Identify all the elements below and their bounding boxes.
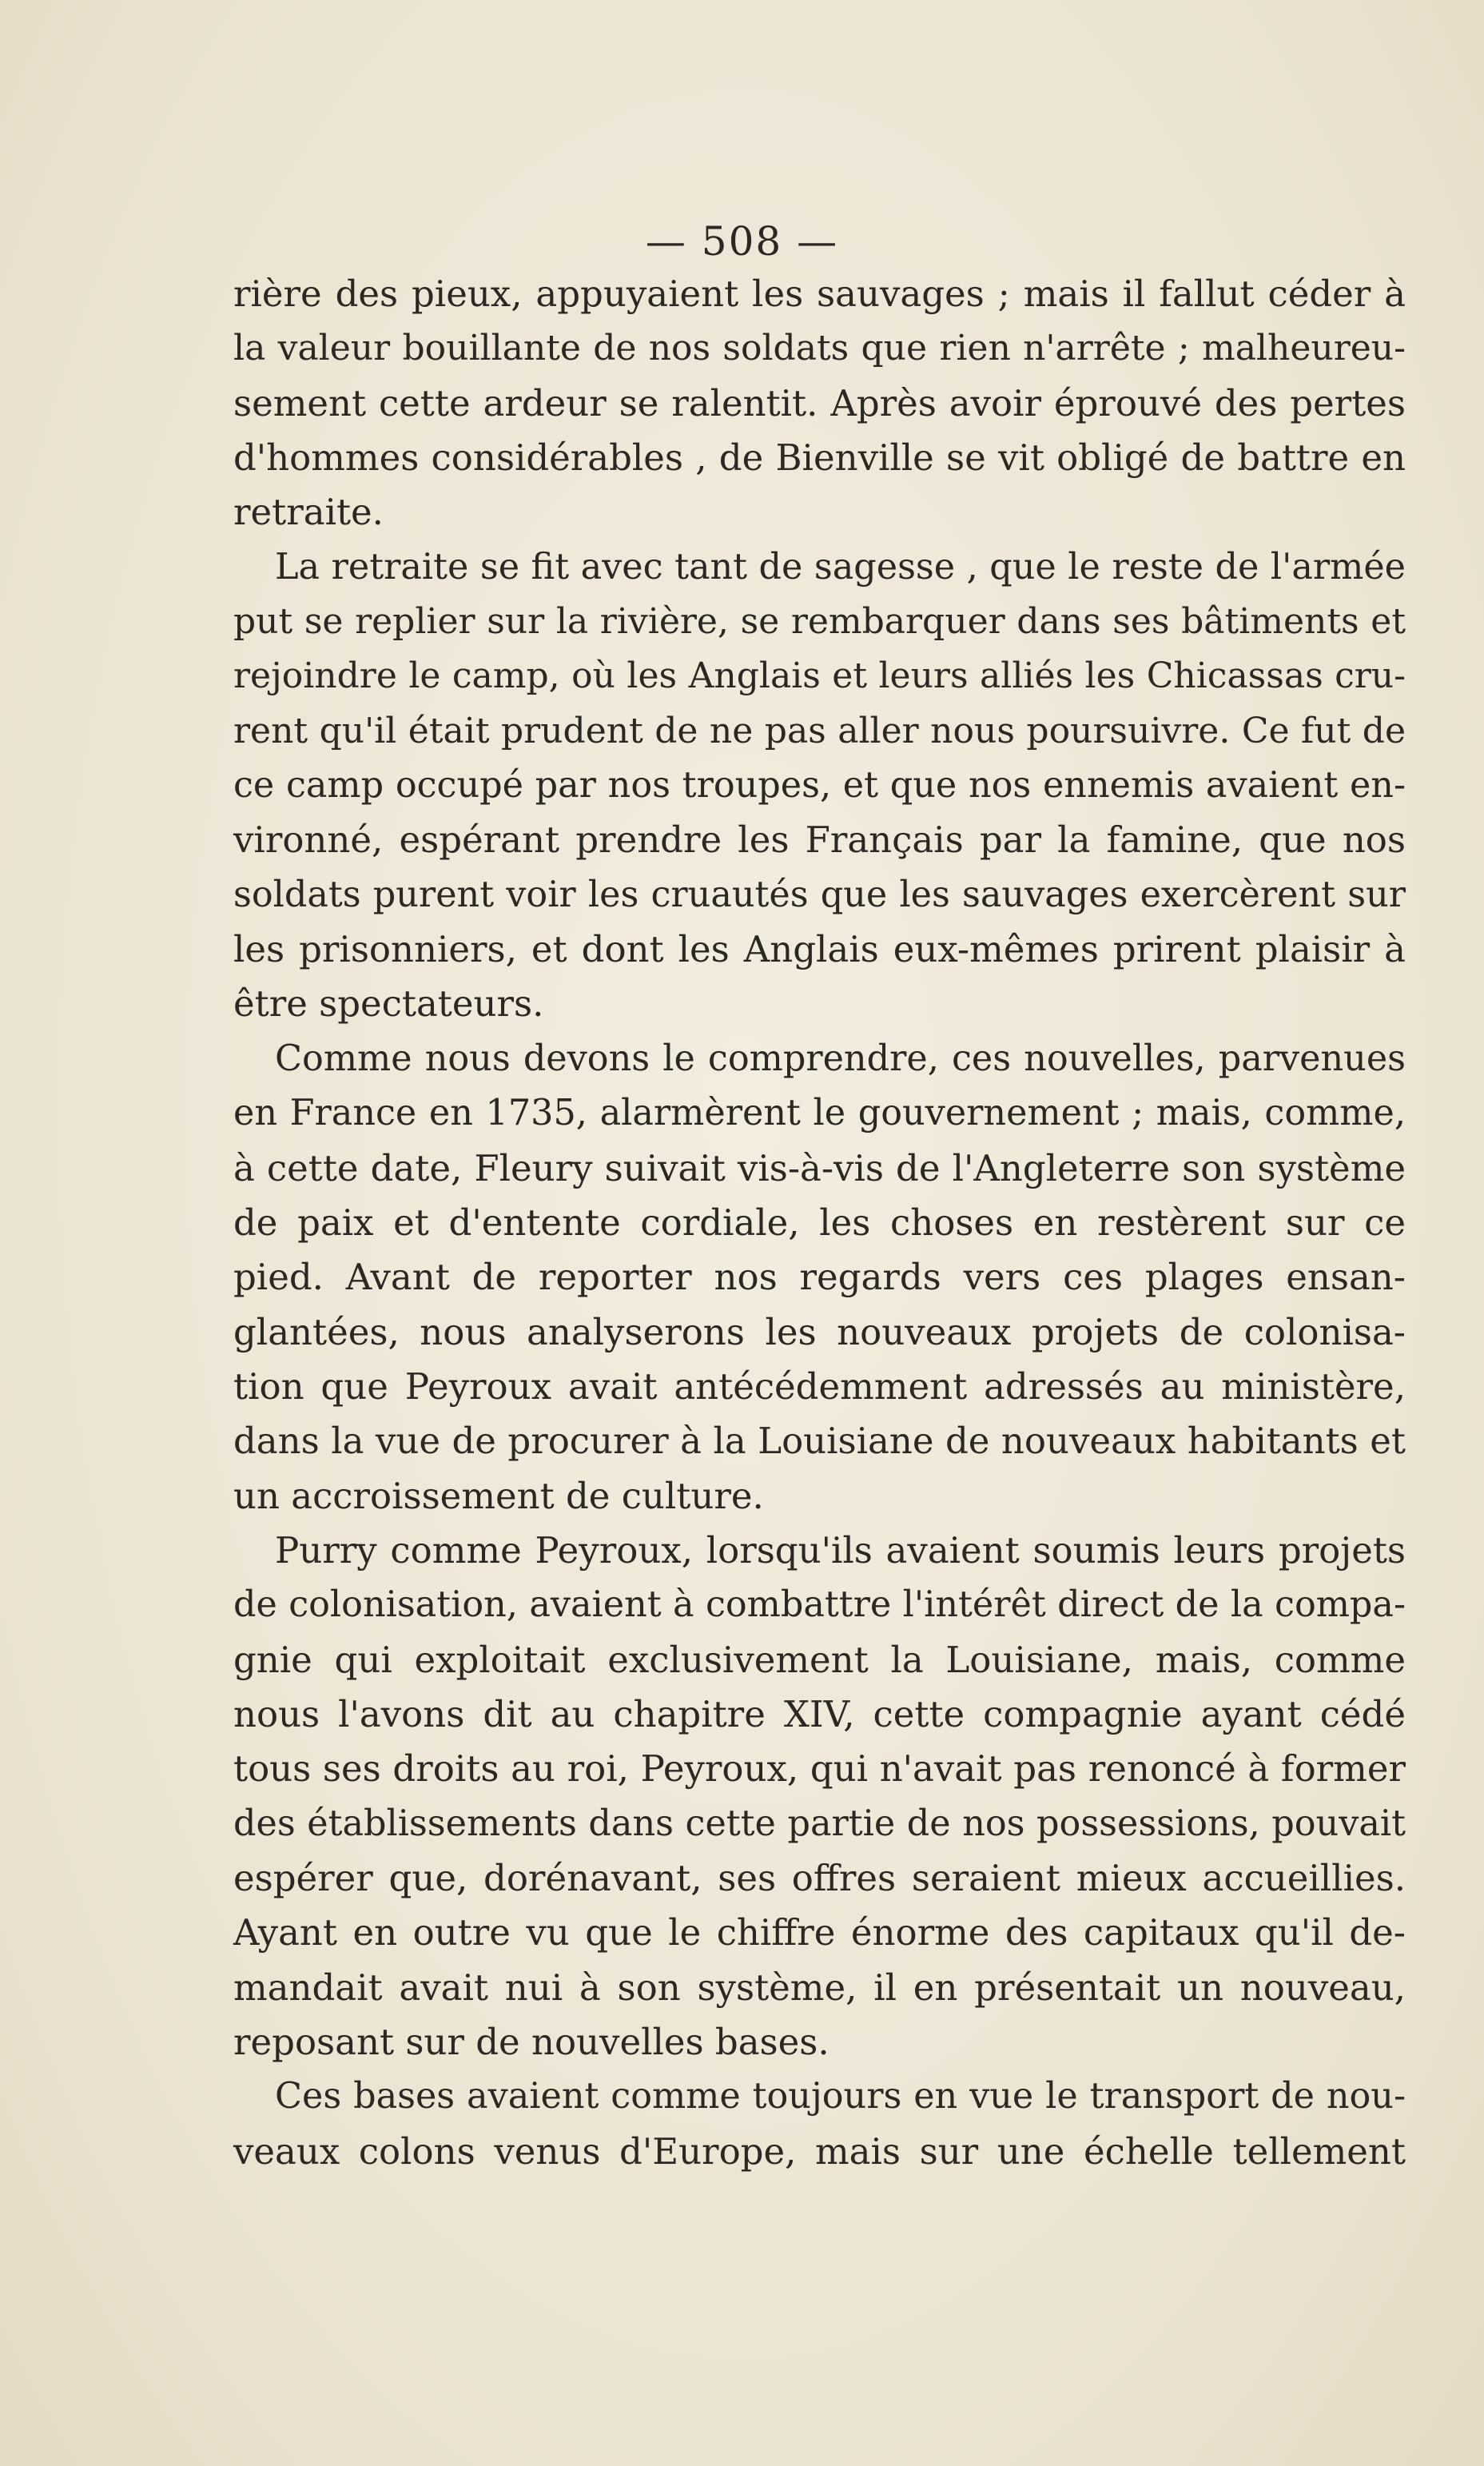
text-line: put se replier sur la rivière, se rembarquer dans ses bâtiments et xyxy=(233,601,1406,643)
text-line: La retraite se fit avec tant de sagesse , que le reste de l'armée xyxy=(275,546,1406,588)
text-line: de paix et d'entente cordiale, les choses en restèrent sur ce xyxy=(233,1201,1406,1244)
text-line: reposant sur de nouvelles bases. xyxy=(233,2021,830,2063)
text-line: en France en 1735, alarmèrent le gouvernement ; mais, comme, xyxy=(233,1093,1406,1134)
page-number-header: — 508 — xyxy=(645,218,839,265)
text-line: Purry comme Peyroux, lorsqu'ils avaient soumis leurs projets xyxy=(275,1528,1406,1572)
text-line: Ces bases avaient comme toujours en vue le transport de nou- xyxy=(275,2076,1406,2117)
text-line: Comme nous devons le comprendre, ces nouvelles, parvenues xyxy=(275,1038,1406,1079)
text-line: soldats purent voir les cruautés que les sauvages exercèrent sur xyxy=(233,874,1406,915)
text-line: à cette date, Fleury suivait vis-à-vis de l'Angleterre son système xyxy=(233,1146,1406,1189)
text-line: dans la vue de procurer à la Louisiane de nouveaux habitants et xyxy=(233,1420,1406,1463)
text-line: rière des pieux, appuyaient les sauvages ; mais il fallut céder à xyxy=(233,273,1406,315)
text-line: vironné, espérant prendre les Français par la famine, que nos xyxy=(233,819,1406,862)
text-line: mandait avait nui à son système, il en présentait un nouveau, xyxy=(233,1966,1406,2009)
text-line: sement cette ardeur se ralentit. Après avoir éprouvé des pertes xyxy=(233,381,1406,424)
text-line: nous l'avons dit au chapitre XIV, cette compagnie ayant cédé xyxy=(233,1692,1406,1735)
text-line: rent qu'il était prudent de ne pas aller nous poursuivre. Ce fut de xyxy=(233,710,1406,751)
text-line: la valeur bouillante de nos soldats que rien n'arrête ; malheureu- xyxy=(233,328,1406,369)
text-line: rejoindre le camp, où les Anglais et leurs alliés les Chicassas cru- xyxy=(233,655,1406,697)
body-text xyxy=(233,267,1406,2179)
text-line: être spectateurs. xyxy=(233,982,544,1026)
text-line: les prisonniers, et dont les Anglais eux-mêmes prirent plaisir à xyxy=(233,928,1406,971)
text-line: glantées, nous analyserons les nouveaux projets de colonisa- xyxy=(233,1310,1406,1353)
text-line: d'hommes considérables , de Bienville se vit obligé de battre en xyxy=(233,436,1406,480)
text-line: tion que Peyroux avait antécédemment adressés au ministère, xyxy=(233,1364,1406,1408)
text-line: retraite. xyxy=(233,491,384,534)
text-line: Ayant en outre vu que le chiffre énorme des capitaux qu'il de- xyxy=(233,1911,1406,1954)
text-line: un accroissement de culture. xyxy=(233,1474,764,1517)
text-line: pied. Avant de reporter nos regards vers ces plages ensan- xyxy=(233,1256,1406,1299)
text-line: veaux colons venus d'Europe, mais sur une échelle tellement xyxy=(233,2129,1406,2173)
text-line: gnie qui exploitait exclusivement la Louisiane, mais, comme xyxy=(233,1638,1406,1681)
text-line: espérer que, dorénavant, ses offres seraient mieux accueillies. xyxy=(233,1856,1406,1899)
text-line: ce camp occupé par nos troupes, et que nos ennemis avaient en- xyxy=(233,765,1406,807)
text-line: des établissements dans cette partie de nos possessions, pouvait xyxy=(233,1803,1406,1844)
text-line: tous ses droits au roi, Peyroux, qui n'avait pas renoncé à former xyxy=(233,1747,1406,1791)
text-line: de colonisation, avaient à combattre l'intérêt direct de la compa- xyxy=(233,1584,1406,1626)
